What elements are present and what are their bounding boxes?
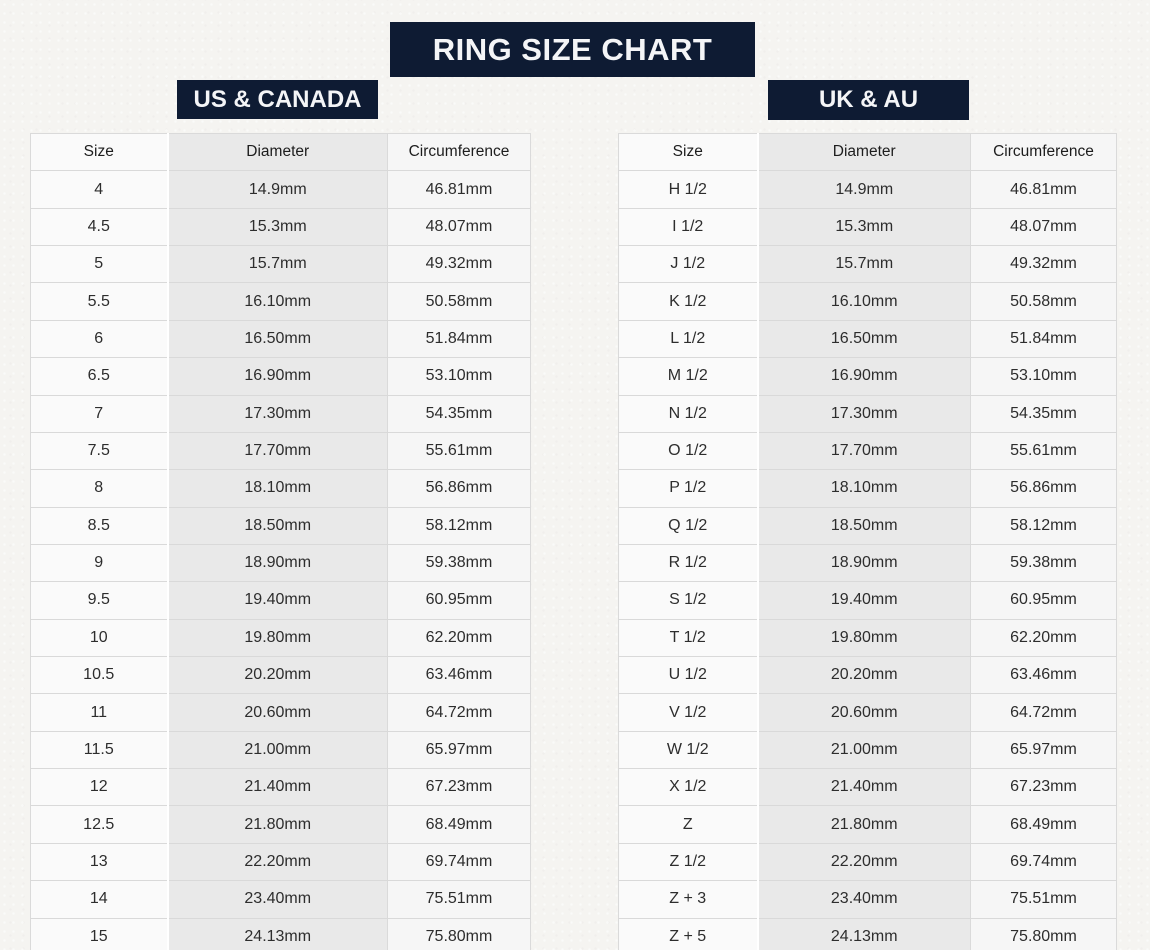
table-header-row (31, 134, 531, 171)
table-cell: 10.5 (31, 657, 168, 694)
table-row (619, 470, 1117, 507)
table-row (31, 283, 531, 320)
table-cell: Z (619, 806, 758, 843)
table-cell: V 1/2 (619, 694, 758, 731)
table-cell: 19.80mm (758, 619, 971, 656)
table-cell: N 1/2 (619, 395, 758, 432)
table-cell: 10 (31, 619, 168, 656)
table-row (31, 171, 531, 208)
column-header-circumference: Circumference (388, 134, 531, 171)
column-header-diameter: Diameter (168, 134, 388, 171)
table-cell: 21.80mm (168, 806, 388, 843)
table-row (31, 208, 531, 245)
column-header-size: Size (31, 134, 168, 171)
table-cell: 13 (31, 843, 168, 880)
region-label-uk-au: UK & AU (818, 86, 919, 113)
table-row (31, 544, 531, 581)
table-row (619, 432, 1117, 469)
table-row (31, 731, 531, 768)
table-cell: 23.40mm (758, 881, 971, 918)
table-cell: 58.12mm (971, 507, 1117, 544)
table-row (31, 507, 531, 544)
table-cell: 49.32mm (971, 246, 1117, 283)
table-row (31, 694, 531, 731)
table-cell: 5 (31, 246, 168, 283)
table-cell: 55.61mm (388, 432, 531, 469)
table-cell: 55.61mm (971, 432, 1117, 469)
table-cell: 46.81mm (971, 171, 1117, 208)
table-row (619, 619, 1117, 656)
table-cell: 69.74mm (971, 843, 1117, 880)
table-cell: 14.9mm (168, 171, 388, 208)
table-cell: 9.5 (31, 582, 168, 619)
table-cell: 15 (31, 918, 168, 950)
table-cell: 17.30mm (168, 395, 388, 432)
table-cell: 75.80mm (971, 918, 1117, 950)
table-row (619, 582, 1117, 619)
table-cell: R 1/2 (619, 544, 758, 581)
table-cell: 18.90mm (758, 544, 971, 581)
table-cell: 24.13mm (758, 918, 971, 950)
table-cell: 6.5 (31, 358, 168, 395)
table-cell: 7.5 (31, 432, 168, 469)
table-cell: T 1/2 (619, 619, 758, 656)
table-cell: 46.81mm (388, 171, 531, 208)
table-row (619, 731, 1117, 768)
ring-size-table-uk-au (618, 133, 1117, 950)
table-row (619, 246, 1117, 283)
table-cell: 60.95mm (388, 582, 531, 619)
table-cell: 58.12mm (388, 507, 531, 544)
table-cell: 75.80mm (388, 918, 531, 950)
table-row (619, 769, 1117, 806)
table-cell: I 1/2 (619, 208, 758, 245)
table-cell: 50.58mm (971, 283, 1117, 320)
table-cell: 14 (31, 881, 168, 918)
table-cell: 16.90mm (758, 358, 971, 395)
table-cell: 68.49mm (388, 806, 531, 843)
table-cell: 20.20mm (758, 657, 971, 694)
table-row (619, 320, 1117, 357)
table-cell: H 1/2 (619, 171, 758, 208)
table-row (619, 171, 1117, 208)
table-cell: M 1/2 (619, 358, 758, 395)
table-cell: 18.90mm (168, 544, 388, 581)
table-cell: 53.10mm (971, 358, 1117, 395)
table-row (619, 358, 1117, 395)
table-cell: 20.60mm (168, 694, 388, 731)
region-banner-uk-au (768, 80, 969, 120)
table-cell: J 1/2 (619, 246, 758, 283)
table-cell: 22.20mm (168, 843, 388, 880)
table-cell: 21.80mm (758, 806, 971, 843)
table-cell: 60.95mm (971, 582, 1117, 619)
table-cell: L 1/2 (619, 320, 758, 357)
table-row (31, 432, 531, 469)
column-header-size: Size (619, 134, 758, 171)
table-cell: 21.40mm (758, 769, 971, 806)
table-cell: 16.50mm (168, 320, 388, 357)
table-cell: 16.10mm (758, 283, 971, 320)
table-cell: Z + 3 (619, 881, 758, 918)
table-cell: 20.60mm (758, 694, 971, 731)
table-cell: 48.07mm (971, 208, 1117, 245)
table-row (619, 918, 1117, 950)
table-cell: 22.20mm (758, 843, 971, 880)
table-cell: 51.84mm (388, 320, 531, 357)
table-cell: 67.23mm (971, 769, 1117, 806)
table-cell: 12 (31, 769, 168, 806)
table-cell: 54.35mm (971, 395, 1117, 432)
table-cell: 62.20mm (388, 619, 531, 656)
table-cell: 18.50mm (168, 507, 388, 544)
table-cell: Q 1/2 (619, 507, 758, 544)
column-header-circumference: Circumference (971, 134, 1117, 171)
table-cell: 21.40mm (168, 769, 388, 806)
table-cell: K 1/2 (619, 283, 758, 320)
table-cell: 18.50mm (758, 507, 971, 544)
table-row (31, 657, 531, 694)
table-cell: 23.40mm (168, 881, 388, 918)
table-cell: 9 (31, 544, 168, 581)
table-cell: 48.07mm (388, 208, 531, 245)
table-cell: 15.7mm (758, 246, 971, 283)
table-cell: 14.9mm (758, 171, 971, 208)
table-row (619, 395, 1117, 432)
table-cell: 50.58mm (388, 283, 531, 320)
table-header-row (619, 134, 1117, 171)
table-cell: 51.84mm (971, 320, 1117, 357)
table-cell: 65.97mm (388, 731, 531, 768)
table-cell: 18.10mm (168, 470, 388, 507)
table-row (619, 806, 1117, 843)
table-cell: O 1/2 (619, 432, 758, 469)
table-cell: 18.10mm (758, 470, 971, 507)
table-cell: 12.5 (31, 806, 168, 843)
table-cell: 4 (31, 171, 168, 208)
table-cell: U 1/2 (619, 657, 758, 694)
table-cell: 21.00mm (758, 731, 971, 768)
table-row (619, 694, 1117, 731)
table-cell: 16.10mm (168, 283, 388, 320)
table-cell: 17.30mm (758, 395, 971, 432)
table-cell: 24.13mm (168, 918, 388, 950)
table-cell: 56.86mm (388, 470, 531, 507)
table-cell: 19.40mm (758, 582, 971, 619)
table-row (619, 881, 1117, 918)
table-cell: 65.97mm (971, 731, 1117, 768)
table-row (31, 619, 531, 656)
table-cell: 59.38mm (971, 544, 1117, 581)
table-cell: 11 (31, 694, 168, 731)
table-cell: 11.5 (31, 731, 168, 768)
table-cell: 15.3mm (168, 208, 388, 245)
table-cell: 75.51mm (388, 881, 531, 918)
table-cell: 19.80mm (168, 619, 388, 656)
table-cell: S 1/2 (619, 582, 758, 619)
table-cell: 19.40mm (168, 582, 388, 619)
table-cell: 53.10mm (388, 358, 531, 395)
table-cell: 64.72mm (388, 694, 531, 731)
table-row (31, 881, 531, 918)
table-cell: X 1/2 (619, 769, 758, 806)
table-cell: 63.46mm (388, 657, 531, 694)
region-label-us-canada: US & CANADA (193, 85, 362, 113)
table-cell: P 1/2 (619, 470, 758, 507)
table-cell: 7 (31, 395, 168, 432)
table-row (31, 358, 531, 395)
table-cell: W 1/2 (619, 731, 758, 768)
table-cell: 5.5 (31, 283, 168, 320)
table-cell: 75.51mm (971, 881, 1117, 918)
table-cell: 8.5 (31, 507, 168, 544)
table-cell: 17.70mm (168, 432, 388, 469)
table-cell: Z 1/2 (619, 843, 758, 880)
table-row (619, 208, 1117, 245)
table-row (619, 657, 1117, 694)
table-row (31, 582, 531, 619)
table-row (619, 507, 1117, 544)
ring-size-table-us-canada (30, 133, 531, 950)
table-row (31, 806, 531, 843)
column-header-diameter: Diameter (758, 134, 971, 171)
table-cell: 21.00mm (168, 731, 388, 768)
table-cell: 62.20mm (971, 619, 1117, 656)
table-cell: 67.23mm (388, 769, 531, 806)
table-cell: 15.7mm (168, 246, 388, 283)
table-cell: 49.32mm (388, 246, 531, 283)
table-cell: 4.5 (31, 208, 168, 245)
table-cell: 6 (31, 320, 168, 357)
table-cell: Z + 5 (619, 918, 758, 950)
table-cell: 20.20mm (168, 657, 388, 694)
table-row (619, 283, 1117, 320)
page-title-banner (390, 22, 755, 77)
table-cell: 8 (31, 470, 168, 507)
table-row (31, 246, 531, 283)
table-row (31, 843, 531, 880)
table-cell: 59.38mm (388, 544, 531, 581)
table-row (619, 544, 1117, 581)
table-cell: 16.90mm (168, 358, 388, 395)
table-cell: 63.46mm (971, 657, 1117, 694)
table-cell: 15.3mm (758, 208, 971, 245)
table-cell: 16.50mm (758, 320, 971, 357)
table-row (31, 769, 531, 806)
table-cell: 56.86mm (971, 470, 1117, 507)
region-banner-us-canada (177, 80, 378, 119)
table-row (31, 395, 531, 432)
table-cell: 64.72mm (971, 694, 1117, 731)
table-cell: 54.35mm (388, 395, 531, 432)
table-cell: 17.70mm (758, 432, 971, 469)
table-row (619, 843, 1117, 880)
page-title: RING SIZE CHART (432, 31, 713, 67)
table-row (31, 320, 531, 357)
table-cell: 69.74mm (388, 843, 531, 880)
table-cell: 68.49mm (971, 806, 1117, 843)
table-row (31, 918, 531, 950)
table-row (31, 470, 531, 507)
